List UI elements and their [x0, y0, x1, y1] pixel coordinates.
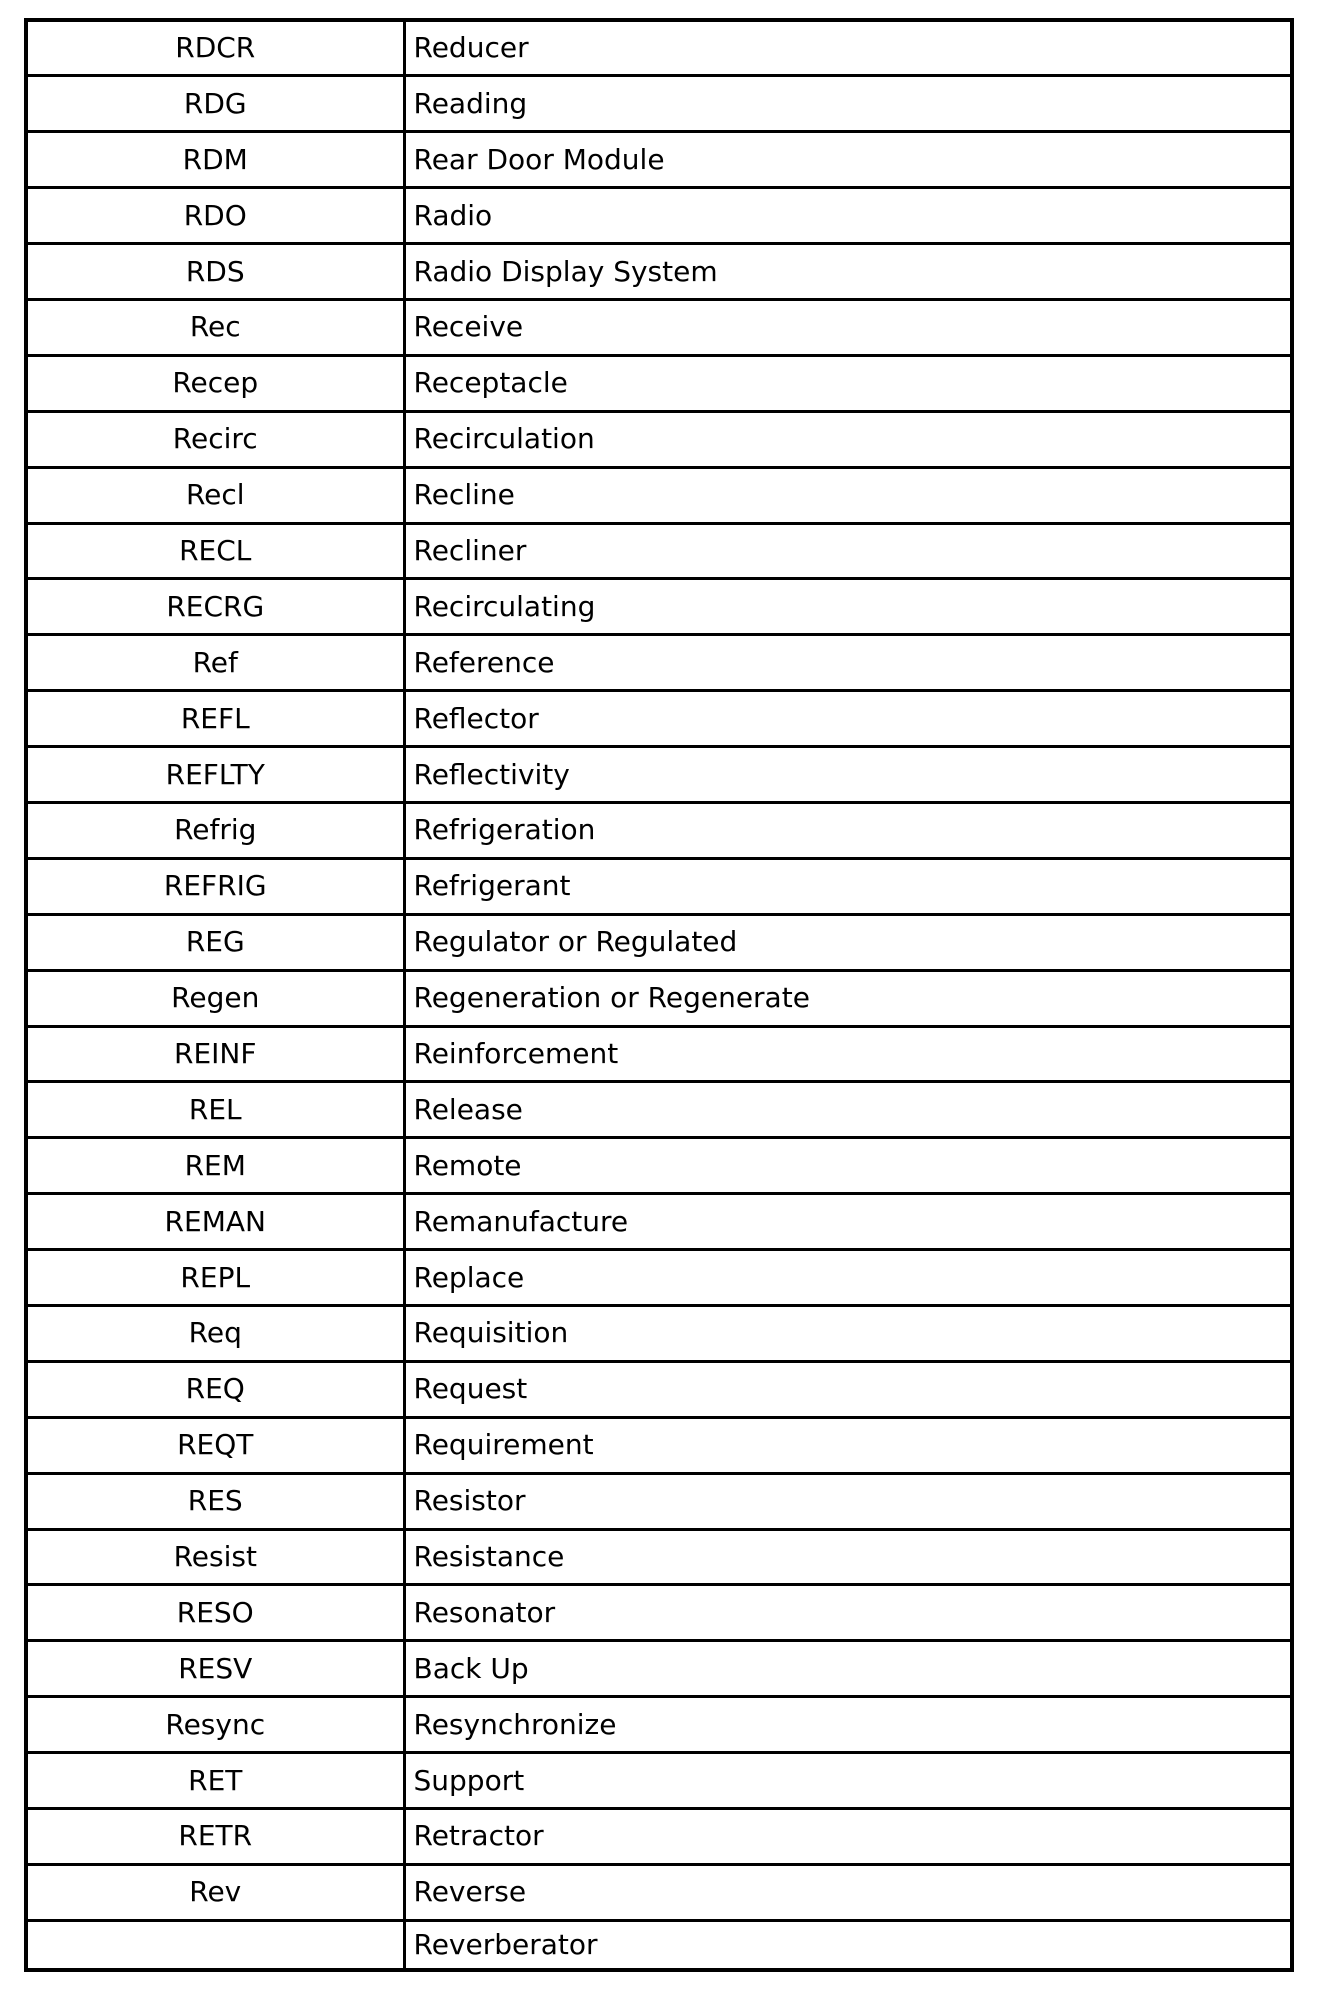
table-row [26, 1082, 1292, 1138]
abbreviation-table-body [26, 20, 1292, 1970]
abbreviation-cell: Rev [26, 1864, 404, 1920]
definition-cell: Reading [404, 76, 1292, 132]
definition-cell: Release [404, 1082, 1292, 1138]
table-row [26, 1697, 1292, 1753]
table-row [26, 802, 1292, 858]
definition-cell: Regulator or Regulated [404, 914, 1292, 970]
abbreviation-cell: RET [26, 1753, 404, 1809]
abbreviation-cell: Recep [26, 355, 404, 411]
abbreviation-cell: REG [26, 914, 404, 970]
definition-cell: Regeneration or Regenerate [404, 970, 1292, 1026]
abbreviation-cell: REFRIG [26, 858, 404, 914]
definition-cell: Recirculation [404, 411, 1292, 467]
table-row [26, 1473, 1292, 1529]
abbreviation-cell: REQT [26, 1417, 404, 1473]
table-row [26, 299, 1292, 355]
table-row [26, 188, 1292, 244]
table-row [26, 914, 1292, 970]
table-row [26, 1920, 1292, 1970]
table-row [26, 1361, 1292, 1417]
table-row [26, 244, 1292, 300]
definition-cell: Recliner [404, 523, 1292, 579]
table-row [26, 635, 1292, 691]
table-row [26, 1809, 1292, 1865]
abbreviation-cell: Refrig [26, 802, 404, 858]
table-row [26, 1753, 1292, 1809]
table-row [26, 1585, 1292, 1641]
table-row [26, 355, 1292, 411]
definition-cell: Resistance [404, 1529, 1292, 1585]
definition-cell: Requirement [404, 1417, 1292, 1473]
definition-cell: Reinforcement [404, 1026, 1292, 1082]
table-row [26, 1864, 1292, 1920]
table-row [26, 747, 1292, 803]
table-row [26, 1138, 1292, 1194]
table-row [26, 132, 1292, 188]
abbreviation-cell: RDS [26, 244, 404, 300]
table-row [26, 411, 1292, 467]
definition-cell: Remanufacture [404, 1194, 1292, 1250]
abbreviation-cell: RESO [26, 1585, 404, 1641]
abbreviation-cell: Ref [26, 635, 404, 691]
definition-cell: Resistor [404, 1473, 1292, 1529]
abbreviation-cell: RES [26, 1473, 404, 1529]
definition-cell: Reference [404, 635, 1292, 691]
definition-cell: Reverse [404, 1864, 1292, 1920]
definition-cell: Recline [404, 467, 1292, 523]
definition-cell: Reflectivity [404, 747, 1292, 803]
abbreviation-cell: Req [26, 1305, 404, 1361]
table-row [26, 1250, 1292, 1306]
definition-cell: Requisition [404, 1305, 1292, 1361]
definition-cell: Reflector [404, 691, 1292, 747]
abbreviation-cell: Rec [26, 299, 404, 355]
abbreviation-table [24, 18, 1294, 1972]
abbreviation-cell: RESV [26, 1641, 404, 1697]
abbreviation-cell: RECRG [26, 579, 404, 635]
abbreviation-cell: RDCR [26, 20, 404, 76]
abbreviation-cell: RDM [26, 132, 404, 188]
definition-cell: Recirculating [404, 579, 1292, 635]
abbreviation-cell [26, 1920, 404, 1970]
table-row [26, 970, 1292, 1026]
table-row [26, 691, 1292, 747]
definition-cell: Request [404, 1361, 1292, 1417]
abbreviation-cell: RECL [26, 523, 404, 579]
abbreviation-cell: RETR [26, 1809, 404, 1865]
abbreviation-cell: REPL [26, 1250, 404, 1306]
table-row [26, 467, 1292, 523]
definition-cell: Replace [404, 1250, 1292, 1306]
abbreviation-cell: REFL [26, 691, 404, 747]
abbreviation-cell: REINF [26, 1026, 404, 1082]
table-row [26, 1305, 1292, 1361]
definition-cell: Refrigeration [404, 802, 1292, 858]
definition-cell: Receive [404, 299, 1292, 355]
abbreviation-cell: Resync [26, 1697, 404, 1753]
abbreviation-cell: REFLTY [26, 747, 404, 803]
abbreviation-cell: REM [26, 1138, 404, 1194]
table-row [26, 20, 1292, 76]
definition-cell: Remote [404, 1138, 1292, 1194]
table-row [26, 1417, 1292, 1473]
abbreviation-cell: Regen [26, 970, 404, 1026]
abbreviation-cell: REQ [26, 1361, 404, 1417]
definition-cell: Support [404, 1753, 1292, 1809]
definition-cell: Refrigerant [404, 858, 1292, 914]
abbreviation-cell: RDG [26, 76, 404, 132]
table-row [26, 76, 1292, 132]
abbreviation-cell: Resist [26, 1529, 404, 1585]
abbreviation-cell: Recl [26, 467, 404, 523]
definition-cell: Reducer [404, 20, 1292, 76]
definition-cell: Back Up [404, 1641, 1292, 1697]
definition-cell: Retractor [404, 1809, 1292, 1865]
definition-cell: Rear Door Module [404, 132, 1292, 188]
definition-cell: Radio [404, 188, 1292, 244]
definition-cell: Resonator [404, 1585, 1292, 1641]
definition-cell: Radio Display System [404, 244, 1292, 300]
table-row [26, 523, 1292, 579]
definition-cell: Resynchronize [404, 1697, 1292, 1753]
table-row [26, 1026, 1292, 1082]
definition-cell: Receptacle [404, 355, 1292, 411]
table-row [26, 1194, 1292, 1250]
table-row [26, 1529, 1292, 1585]
table-row [26, 858, 1292, 914]
definition-cell: Reverberator [404, 1920, 1292, 1970]
table-row [26, 579, 1292, 635]
abbreviation-cell: RDO [26, 188, 404, 244]
abbreviation-cell: Recirc [26, 411, 404, 467]
table-row [26, 1641, 1292, 1697]
abbreviation-cell: REL [26, 1082, 404, 1138]
abbreviation-cell: REMAN [26, 1194, 404, 1250]
